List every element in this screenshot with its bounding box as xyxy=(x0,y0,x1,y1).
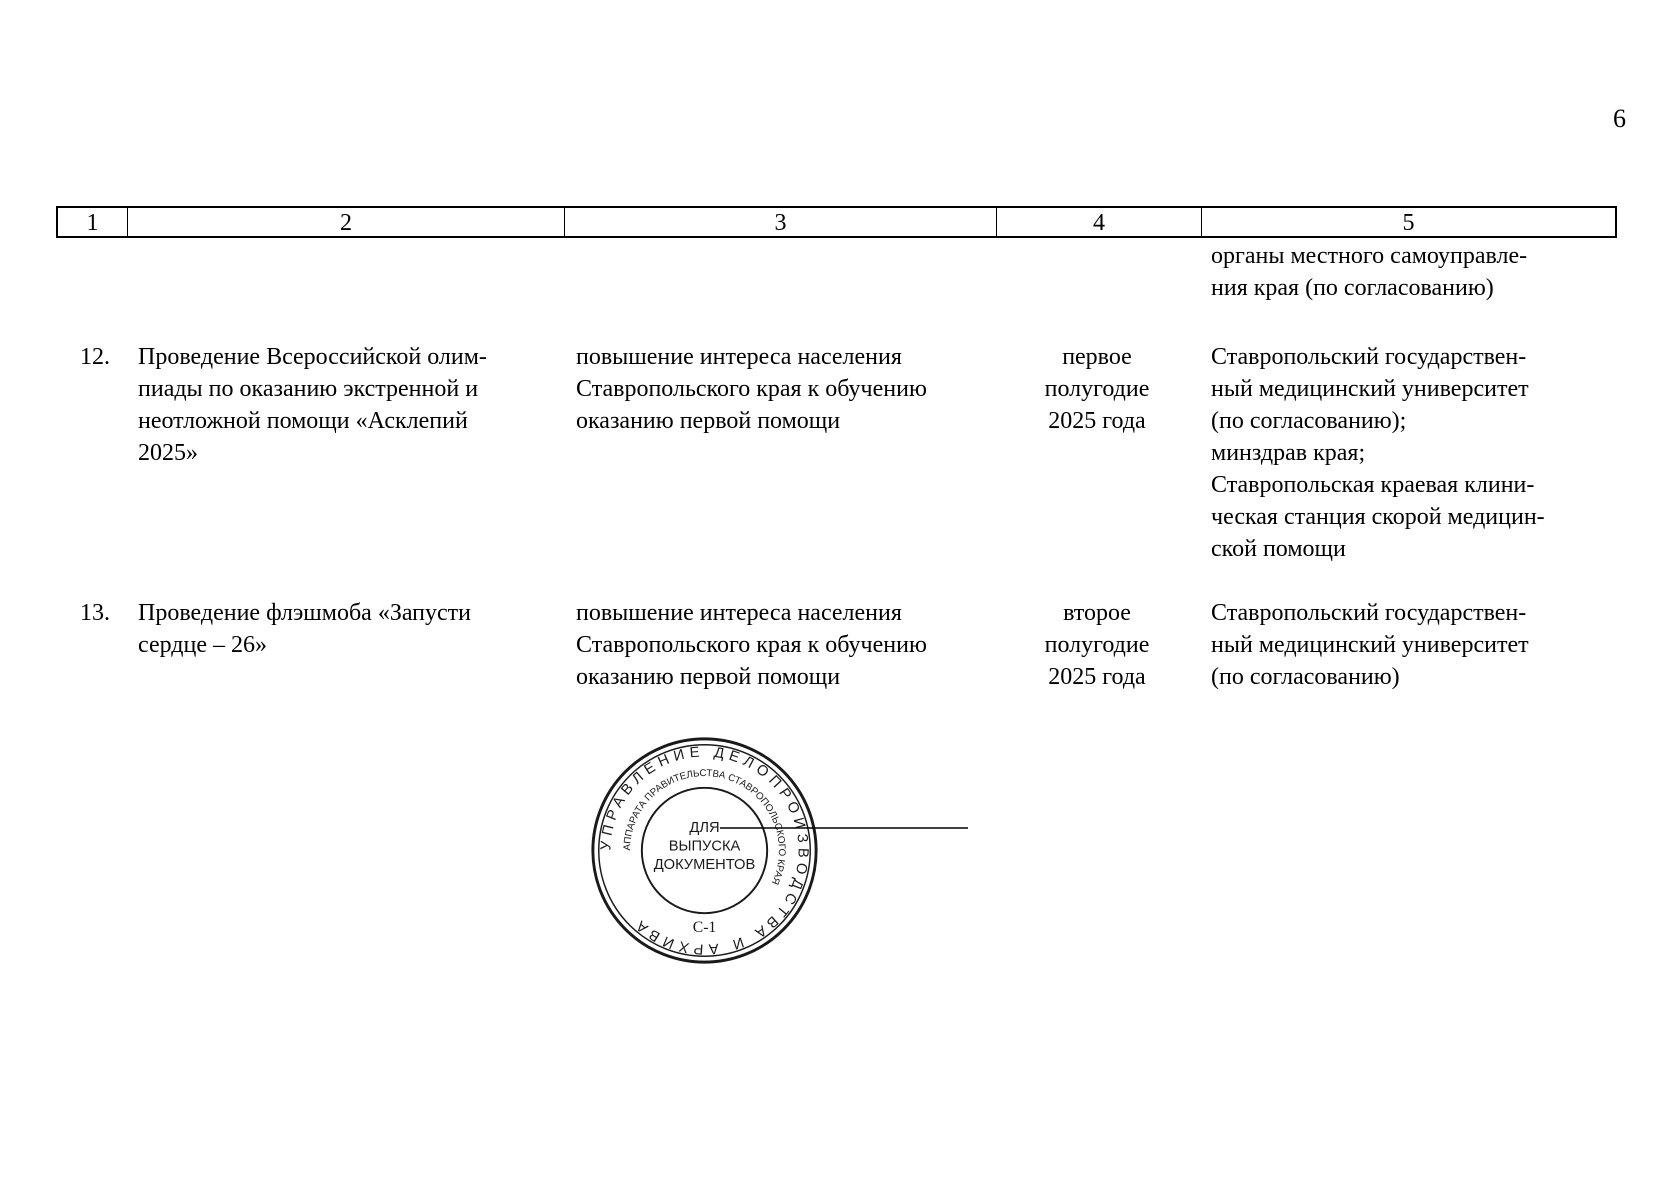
stamp-inner-text: АППАРАТА ПРАВИТЕЛЬСТВА СТАВРОПОЛЬСКОГО КРАЯ xyxy=(622,768,787,887)
official-stamp xyxy=(587,733,822,968)
stamp-center-line-3: ДОКУМЕНТОВ xyxy=(653,857,756,874)
stamp-outer-text: УПРАВЛЕНИЕ ДЕЛОПРОИЗВОДСТВА И АРХИВА xyxy=(598,744,811,957)
text-line: минздрав края; xyxy=(1211,440,1366,466)
text-line: оказанию первой помощи xyxy=(576,408,841,434)
text-line: пиады по оказанию экстренной и xyxy=(138,376,479,402)
row-13-event xyxy=(138,597,554,661)
text-line: ской помощи xyxy=(1211,536,1346,562)
table-header xyxy=(56,206,1617,238)
header-cell-3: 3 xyxy=(565,208,997,236)
stamp-center-line-1: ДЛЯ xyxy=(689,819,720,836)
text-line: ния края (по согласованию) xyxy=(1211,275,1494,301)
text-line: неотложной помощи «Асклепий xyxy=(138,408,468,434)
text-line: повышение интереса населения xyxy=(576,600,902,626)
text-line: полугодие xyxy=(1044,376,1150,402)
text-line: Ставропольская краевая клини- xyxy=(1211,472,1535,498)
row-13-number: 13. xyxy=(80,600,110,626)
text-line: 2025 года xyxy=(1048,664,1146,690)
row-13-deadline xyxy=(1002,597,1192,693)
text-line: полугодие xyxy=(1044,632,1150,658)
text-line: первое xyxy=(1062,344,1132,370)
row-12-number: 12. xyxy=(80,344,110,370)
row-12-event xyxy=(138,341,554,469)
text-line: 2025 года xyxy=(1048,408,1146,434)
text-line: второе xyxy=(1063,600,1131,626)
page-number: 6 xyxy=(1613,104,1626,133)
text-line: повышение интереса населения xyxy=(576,344,902,370)
text-line: Проведение флэшмоба «Запусти xyxy=(138,600,472,626)
stamp-center-line-2: ВЫПУСКА xyxy=(668,838,741,855)
header-cell-5: 5 xyxy=(1402,210,1415,236)
text-line: 2025» xyxy=(138,440,198,466)
text-line: (по согласованию); xyxy=(1211,408,1407,434)
row-12-result xyxy=(576,341,984,437)
text-line: ный медицинский университет xyxy=(1211,376,1529,402)
row-13-responsible xyxy=(1211,597,1611,693)
text-line: оказанию первой помощи xyxy=(576,664,841,690)
header-cell-1: 1 xyxy=(58,208,128,236)
text-line: органы местного самоуправле- xyxy=(1211,243,1528,269)
signature-line xyxy=(720,825,970,831)
row-12-deadline xyxy=(1002,341,1192,437)
text-line: Ставропольского края к обучению xyxy=(576,632,927,658)
text-line: Проведение Всероссийской олим- xyxy=(138,344,487,370)
text-line: сердце – 26» xyxy=(138,632,267,658)
header-cell-2: 2 xyxy=(128,208,565,236)
text-line: Ставропольский государствен- xyxy=(1211,344,1527,370)
continuation-responsible xyxy=(1211,240,1611,304)
row-13-result xyxy=(576,597,984,693)
text-line: Ставропольского края к обучению xyxy=(576,376,927,402)
text-line: ный медицинский университет xyxy=(1211,632,1529,658)
row-12-responsible xyxy=(1211,341,1611,565)
text-line: ческая станция скорой медицин- xyxy=(1211,504,1545,530)
text-line: Ставропольский государствен- xyxy=(1211,600,1527,626)
stamp-code: С-1 xyxy=(692,918,717,936)
header-cell-4: 4 xyxy=(997,208,1202,236)
text-line: (по согласованию) xyxy=(1211,664,1400,690)
